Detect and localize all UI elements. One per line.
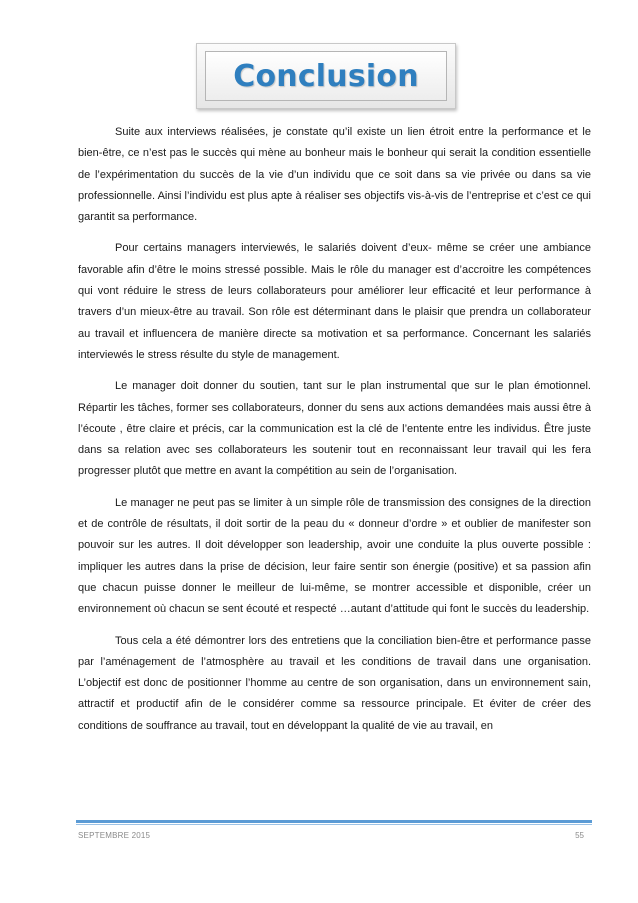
paragraph-4: Le manager ne peut pas se limiter à un simple rôle de transmission des consignes de la direction et de contrôle de résultats, il doit sortir de la peau du « donneur d’ordre » et oublier de manifester son pouvoir sur les autres. Il doit développer son leadership, avoir une conduite la plus ouverte possible : impliquer les autres dans la prise de décision, leur faire sentir son énergie (positive) et sa passion afin que chacun puisse donner le meilleur de lui-même, se montrer accessible et disponible, créer un environnement où chacun se sent écouté et respecté …autant d’attitude qui font le succès du leadership. <box>78 496 591 616</box>
page-title: Conclusion <box>233 58 419 94</box>
title-frame <box>196 43 456 109</box>
footer-date: SEPTEMBRE 2015 <box>78 831 151 840</box>
paragraph-5: Tous cela a été démontrer lors des entretiens que la conciliation bien-être et performance passe par l’aménagement de l’atmosphère au travail et les conditions de travail dans une organisation. L’objectif est donc de positionner l’homme au centre de son organisation, dans un environnement sain, attractif et productif afin de le considérer comme sa ressource principale. Et éviter de créer des conditions de souffrance au travail, tout en développant la qualité de vie au travail, en <box>78 634 591 732</box>
paragraph-3: Le manager doit donner du soutien, tant sur le plan instrumental que sur le plan émotionnel. Répartir les tâches, former ses collaborateurs, donner du sens aux actions demandées mais aussi être à l’écoute , être claire et précis, car la communication est la clé de l’entente entre les individus. Être juste dans sa relation avec ses collaborateurs les soutenir tout en reconnaissant leur travail qui les fera progresser plutôt que mettre en avant la compétition au sein de l’organisation. <box>78 380 591 478</box>
paragraph-1: Suite aux interviews réalisées, je constate qu’il existe un lien étroit entre la performance et le bien-être, ce n’est pas le succès qui mène au bonheur mais le bonheur qui serait la condition essentielle de l’expérimentation du succès de la vie d’un individu que ce soit dans sa vie privée ou dans sa vie professionnelle. Ainsi l’individu est plus apte à réaliser ses objectifs vis-à-vis de l’entreprise et c’est ce qui garantit sa performance. <box>78 126 591 224</box>
footer-rule <box>76 820 592 823</box>
paragraph-2: Pour certains managers interviewés, le salariés doivent d’eux- même se créer une ambiance favorable afin d’être le moins stressé possible. Mais le rôle du manager est d’accroitre les compétences qui vont réduire le stress de leurs collaborateurs pour améliorer leur efficacité et leur performance à travers d’un mieux-être au travail. Son rôle est déterminant dans le plaisir que prendra un collaborateur au travail et influencera de manière directe sa motivation et sa performance. Concernant les salariés interviewés le stress résulte du style de management. <box>78 242 591 361</box>
page-number: 55 <box>575 831 584 840</box>
footer-rule-thin <box>76 824 592 825</box>
title-inner-frame <box>205 51 447 101</box>
body-text <box>78 122 591 747</box>
